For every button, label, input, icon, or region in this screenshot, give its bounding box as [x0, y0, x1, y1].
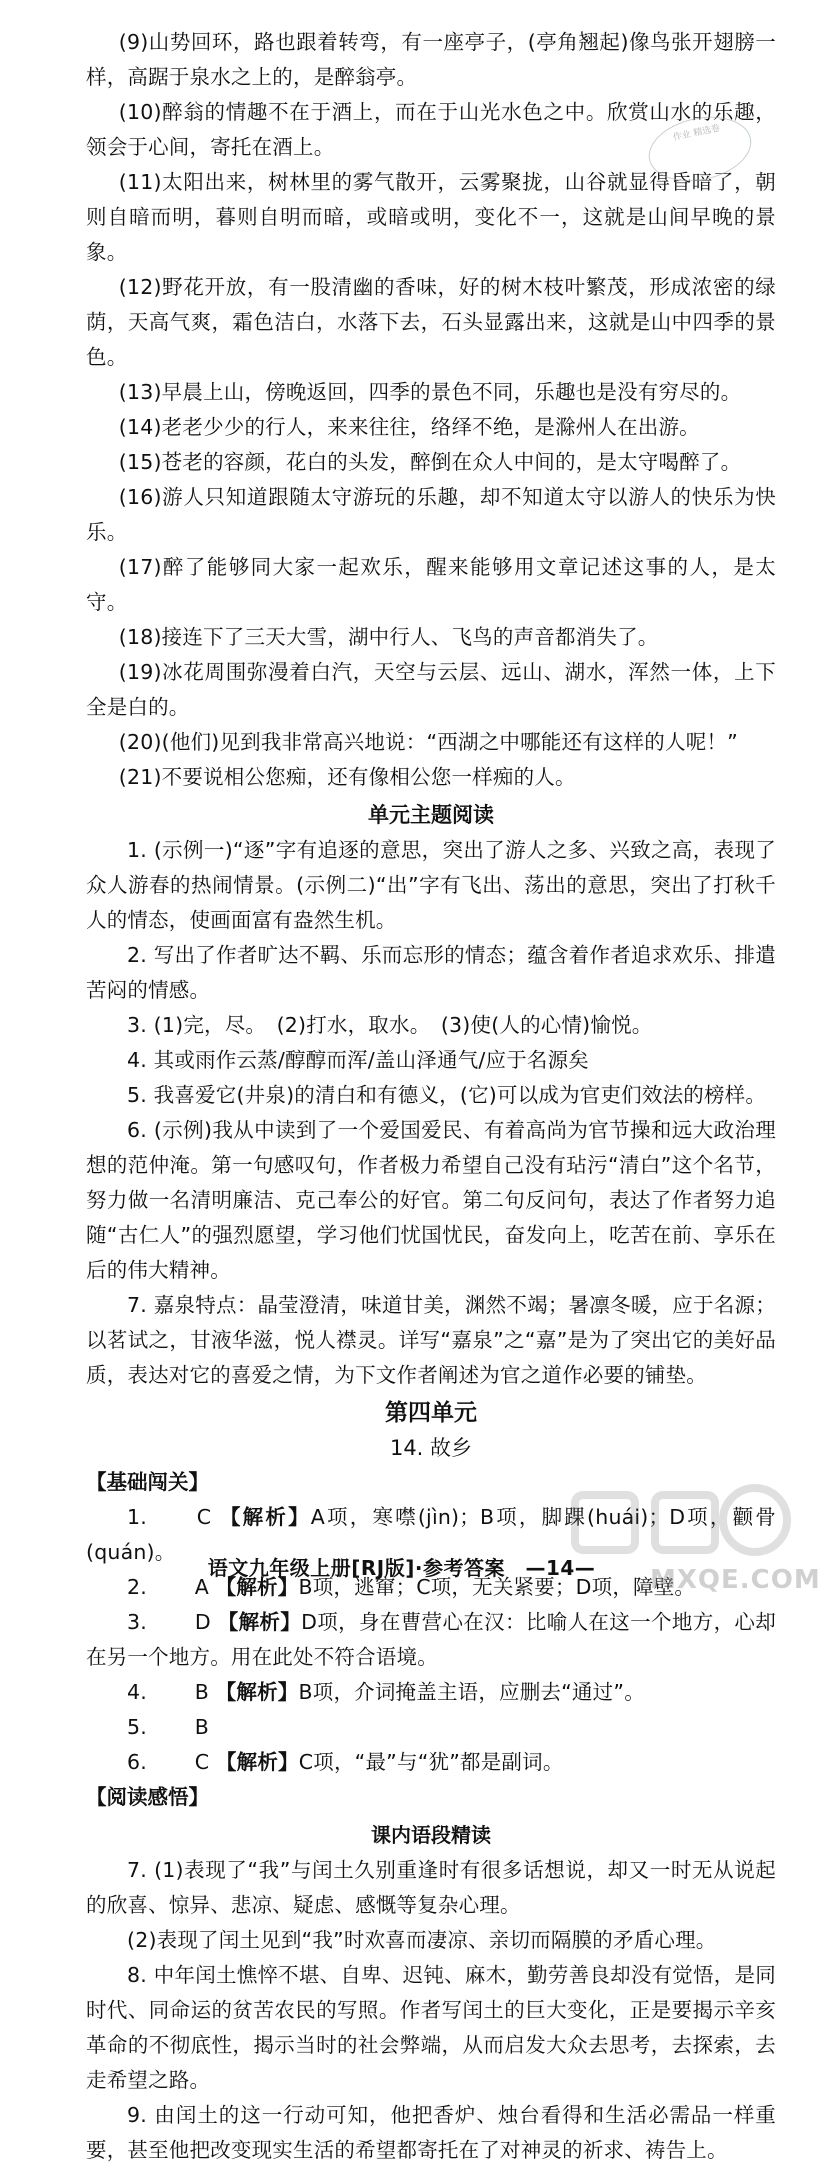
page-footer: 语文九年级上册[RJ版]·参考答案 —14— — [207, 1556, 596, 1580]
reading-label: 【阅读感悟】 — [86, 1785, 209, 1809]
translation-19: (19)冰花周围弥漫着白汽，天空与云层、远山、湖水，浑然一体，上下全是白的。 — [86, 660, 776, 719]
theme-answer-5: 5. 我喜爱它(井泉)的清白和有德义，(它)可以成为官吏们效法的榜样。 — [127, 1083, 767, 1107]
question-number: 3. — [127, 1610, 147, 1634]
reading-answer-9: 9. 由闰土的这一行动可知，他把香炉、烛台看得和生活必需品一样重要，甚至他把改变现实生活的希望都寄托在了对神灵的祈求、祷告上。 — [86, 2103, 776, 2162]
analysis-text: D项，身在曹营心在汉：比喻人在这一个地方，心却在另一个地方。用在此处不符合语境。 — [86, 1610, 776, 1669]
lesson-title: 14. 故乡 — [389, 1436, 473, 1460]
theme-reading-heading: 单元主题阅读 — [368, 803, 494, 827]
translation-13: (13)早晨上山，傍晚返回，四季的景色不同，乐趣也是没有穷尽的。 — [118, 380, 742, 404]
question-number: 1. — [127, 1505, 147, 1529]
analysis-tag: 【解析】 — [219, 1505, 311, 1529]
reading-heading: 课内语段精读 — [371, 1823, 491, 1847]
analysis-text: C项，“最”与“犹”都是副词。 — [298, 1750, 564, 1774]
theme-answer-6: 6. (示例)我从中读到了一个爱国爱民、有着高尚为官节操和远大政治理想的范仲淹。第一句感叹句，作者极力希望自己没有玷污“清白”这个名节，努力做一名清明廉洁、克己奉公的好官。第二句反问句，表达了作者努力追随“古仁人”的强烈愿望，学习他们忧国忧民，奋发向上，吃苦在前、享乐在后的伟大精神。 — [86, 1118, 776, 1282]
reading-answer-8: 8. 中年闰土憔悴不堪、自卑、迟钝、麻木，勤劳善良却没有觉悟，是同时代、同命运的贫苦农民的写照。作者写闰土的巨大变化，正是要揭示辛亥革命的不彻底性，揭示当时的社会弊端，从而启发大众去思考，去探索，去走希望之路。 — [86, 1963, 776, 2092]
question-number: 2. — [127, 1575, 147, 1599]
answer-choice: B — [194, 1715, 209, 1739]
analysis-tag: 【解析】 — [215, 1575, 299, 1599]
theme-answer-3: 3. (1)完，尽。 (2)打水，取水。 (3)使(人的心情)愉悦。 — [127, 1013, 653, 1037]
analysis-tag: 【解析】 — [215, 1680, 299, 1704]
theme-answer-2: 2. 写出了作者旷达不羁、乐而忘形的情态；蕴含着作者追求欢乐、排遣苦闷的情感。 — [86, 943, 776, 1002]
analysis-text: A项，寒噤(jìn)；B项，脚踝(huái)；D项，颧骨(quán)。 — [86, 1505, 777, 1564]
theme-answer-4: 4. 其或雨作云蒸/醇醇而浑/盖山泽通气/应于名源矣 — [127, 1048, 589, 1072]
answer-choice: C — [196, 1505, 212, 1529]
translation-12: (12)野花开放，有一股清幽的香味，好的树木枝叶繁茂，形成浓密的绿荫，天高气爽，霜色洁白，水落下去，石头显露出来，这就是山中四季的景色。 — [86, 275, 776, 369]
translation-9: (9)山势回环，路也跟着转弯，有一座亭子，(亭角翘起)像鸟张开翅膀一样，高踞于泉水之上的，是醉翁亭。 — [86, 30, 776, 89]
unit-title: 第四单元 — [385, 1400, 477, 1426]
basics-answer-6 — [86, 1745, 776, 1780]
basics-answer-4 — [86, 1675, 776, 1710]
reading-answer-7-1: 7. (1)表现了“我”与闰土久别重逢时有很多话想说，却又一时无从说起的欣喜、惊异、悲凉、疑虑、感慨等复杂心理。 — [86, 1858, 776, 1917]
basics-answer-3 — [86, 1605, 776, 1675]
translation-11: (11)太阳出来，树林里的雾气散开，云雾聚拢，山谷就显得昏暗了，朝则自暗而明，暮则自明而暗，或暗或明，变化不一，这就是山间早晚的景象。 — [86, 170, 776, 264]
stamp-text: 作业 精选卷 — [672, 123, 722, 144]
translation-16: (16)游人只知道跟随太守游玩的乐趣，却不知道太守以游人的快乐为快乐。 — [86, 485, 776, 544]
question-number: 6. — [127, 1750, 147, 1774]
question-number: 5. — [127, 1715, 147, 1739]
translation-14: (14)老老少少的行人，来来往往，络绎不绝，是滁州人在出游。 — [118, 415, 700, 439]
analysis-tag: 【解析】 — [217, 1610, 302, 1634]
translation-15: (15)苍老的容颜，花白的头发，醉倒在众人中间的，是太守喝醉了。 — [118, 450, 742, 474]
content-column — [86, 25, 776, 2168]
translation-21: (21)不要说相公您痴，还有像相公您一样痴的人。 — [118, 765, 576, 789]
translation-17: (17)醉了能够同大家一起欢乐，醒来能够用文章记述这事的人，是太守。 — [86, 555, 776, 614]
question-number: 4. — [127, 1680, 147, 1704]
answer-choice: D — [194, 1610, 211, 1634]
theme-answer-1: 1. (示例一)“逐”字有追逐的意思，突出了游人之多、兴致之高，表现了众人游春的热闹情景。(示例二)“出”字有飞出、荡出的意思，突出了打秋千人的情态，使画面富有盎然生机。 — [86, 838, 776, 932]
answer-choice: A — [194, 1575, 209, 1599]
analysis-text: B项，介词掩盖主语，应删去“通过”。 — [298, 1680, 645, 1704]
theme-answer-7: 7. 嘉泉特点：晶莹澄清，味道甘美，渊然不竭；暑凛冬暖，应于名源；以茗试之，甘液华滋，悦人襟灵。详写“嘉泉”之“嘉”是为了突出它的美好品质，表达对它的喜爱之情，为下文作者阐述为官之道作必要的铺垫。 — [86, 1293, 776, 1387]
answer-choice: C — [194, 1750, 210, 1774]
basics-label: 【基础闯关】 — [86, 1470, 209, 1494]
translation-20: (20)(他们)见到我非常高兴地说：“西湖之中哪能还有这样的人呢！” — [118, 730, 738, 754]
translation-10: (10)醉翁的情趣不在于酒上，而在于山光水色之中。欣赏山水的乐趣，领会于心间，寄托在酒上。 — [86, 100, 776, 159]
translation-18: (18)接连下了三天大雪，湖中行人、飞鸟的声音都消失了。 — [118, 625, 659, 649]
analysis-text: B项，逃窜；C项，无关紧要；D项，障壁。 — [298, 1575, 696, 1599]
answer-choice: B — [194, 1680, 209, 1704]
basics-answer-5 — [86, 1710, 776, 1745]
analysis-tag: 【解析】 — [215, 1750, 299, 1774]
reading-answer-7-2: (2)表现了闰土见到“我”时欢喜而凄凉、亲切而隔膜的矛盾心理。 — [127, 1928, 717, 1952]
watermark-text: MXQE.COM — [650, 1565, 821, 1595]
